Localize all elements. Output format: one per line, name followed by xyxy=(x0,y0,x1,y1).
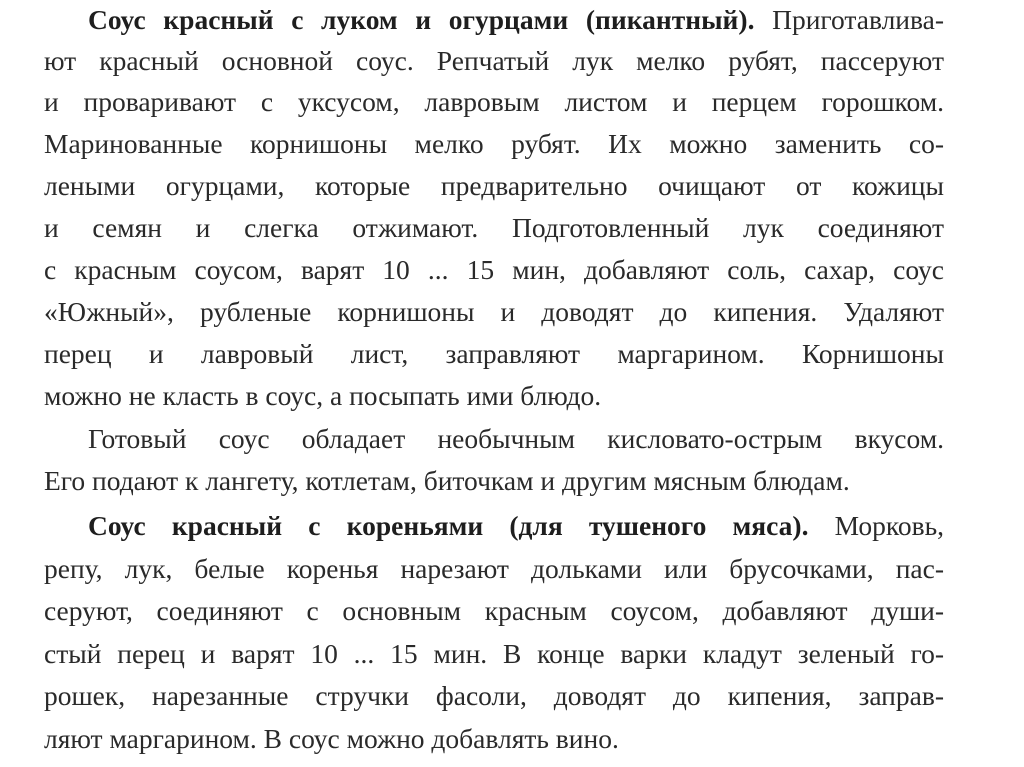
paragraph-text: Морковь, xyxy=(808,510,944,541)
text-line: серуют, соединяют с основным красным соусом, добавляют души- xyxy=(44,595,944,626)
text-line: «Южный», рубленые корнишоны и доводят до кипения. Удаляют xyxy=(44,296,944,327)
text-line: рошек, нарезанные стручки фасоли, доводят до кипения, заправ- xyxy=(44,680,944,711)
text-line: стый перец и варят 10 ... 15 мин. В конце варки кладут зеленый го- xyxy=(44,638,944,669)
text-line: Его подают к лангету, котлетам, биточкам и другим мясным блюдам. xyxy=(44,465,850,496)
text-line: с красным соусом, варят 10 ... 15 мин, добавляют соль, сахар, соус xyxy=(44,254,944,285)
text-line: ляют маргарином. В соус можно добавлять вино. xyxy=(44,723,619,754)
text-line xyxy=(88,0,944,40)
section-heading: Соус красный с кореньями (для тушеного мяса). xyxy=(88,510,809,541)
text-line: перец и лавровый лист, заправляют маргарином. Корнишоны xyxy=(44,338,944,369)
section-heading: Соус красный с луком и огурцами (пикантный). xyxy=(88,4,755,35)
text-line: можно не класть в соус, а посыпать ими блюдо. xyxy=(44,380,602,411)
text-line: леными огурцами, которые предварительно очищают от кожицы xyxy=(44,170,944,201)
text-line: Готовый соус обладает необычным кисловато-острым вкусом. xyxy=(88,423,944,454)
text-line: и проваривают с уксусом, лавровым листом и перцем горошком. xyxy=(44,86,944,117)
paragraph-text: Приготавлива- xyxy=(754,4,945,35)
text-line: и семян и слегка отжимают. Подготовленный лук соединяют xyxy=(44,212,944,243)
text-line: Маринованные корнишоны мелко рубят. Их можно заменить со- xyxy=(44,128,944,159)
text-line: репу, лук, белые коренья нарезают дольками или брусочками, пас- xyxy=(44,553,944,584)
text-line xyxy=(88,506,944,546)
text-line: ют красный основной соус. Репчатый лук мелко рубят, пассеруют xyxy=(44,45,944,76)
